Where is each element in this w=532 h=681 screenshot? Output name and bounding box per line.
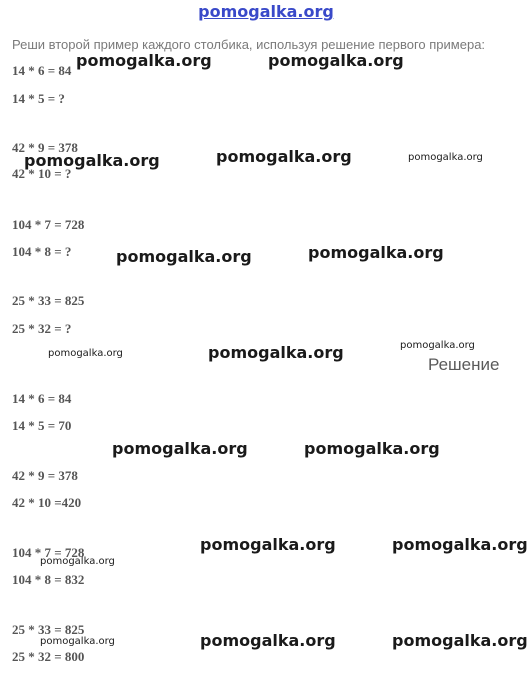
watermark: pomogalka.org — [208, 343, 344, 362]
watermark: pomogalka.org — [48, 348, 123, 359]
watermark: pomogalka.org — [392, 631, 528, 650]
watermark: pomogalka.org — [304, 439, 440, 458]
task-instruction: Реши второй пример каждого столбика, используя решение первого примера: — [12, 37, 486, 52]
watermark: pomogalka.org — [392, 535, 528, 554]
solution-line: 104 * 7 = 728 — [12, 545, 85, 560]
watermark: pomogalka.org — [408, 152, 483, 163]
watermark: pomogalka.org — [116, 247, 252, 266]
task-problem: 14 * 6 = 84 — [12, 63, 72, 78]
site-logo[interactable]: pomogalka.org — [198, 2, 334, 21]
watermark: pomogalka.org — [308, 243, 444, 262]
watermark: pomogalka.org — [200, 535, 336, 554]
solution-line: 42 * 9 = 378 — [12, 468, 78, 483]
solution-title: Решение — [428, 355, 500, 374]
task-problem: 104 * 8 = ? — [12, 244, 72, 259]
task-problem: 104 * 7 = 728 — [12, 217, 85, 232]
task-problem: 25 * 32 = ? — [12, 321, 72, 336]
solution-line: 14 * 6 = 84 — [12, 391, 72, 406]
watermark: pomogalka.org — [200, 631, 336, 650]
solution-line: 25 * 33 = 825 — [12, 622, 85, 637]
task-problem: 14 * 5 = ? — [12, 91, 65, 106]
solution-line: 14 * 5 = 70 — [12, 418, 72, 433]
solution-line: 25 * 32 = 800 — [12, 649, 85, 664]
solution-line: 104 * 8 = 832 — [12, 572, 85, 587]
task-problem: 25 * 33 = 825 — [12, 293, 85, 308]
watermark: pomogalka.org — [400, 340, 475, 351]
watermark: pomogalka.org — [216, 147, 352, 166]
watermark: pomogalka.org — [24, 151, 160, 170]
watermark: pomogalka.org — [76, 51, 212, 70]
watermark: pomogalka.org — [40, 556, 115, 567]
watermark: pomogalka.org — [268, 51, 404, 70]
task-problem: 42 * 10 = ? — [12, 166, 72, 181]
solution-line: 42 * 10 =420 — [12, 495, 82, 510]
watermark: pomogalka.org — [112, 439, 248, 458]
watermark: pomogalka.org — [40, 636, 115, 647]
task-problem: 42 * 9 = 378 — [12, 140, 78, 155]
